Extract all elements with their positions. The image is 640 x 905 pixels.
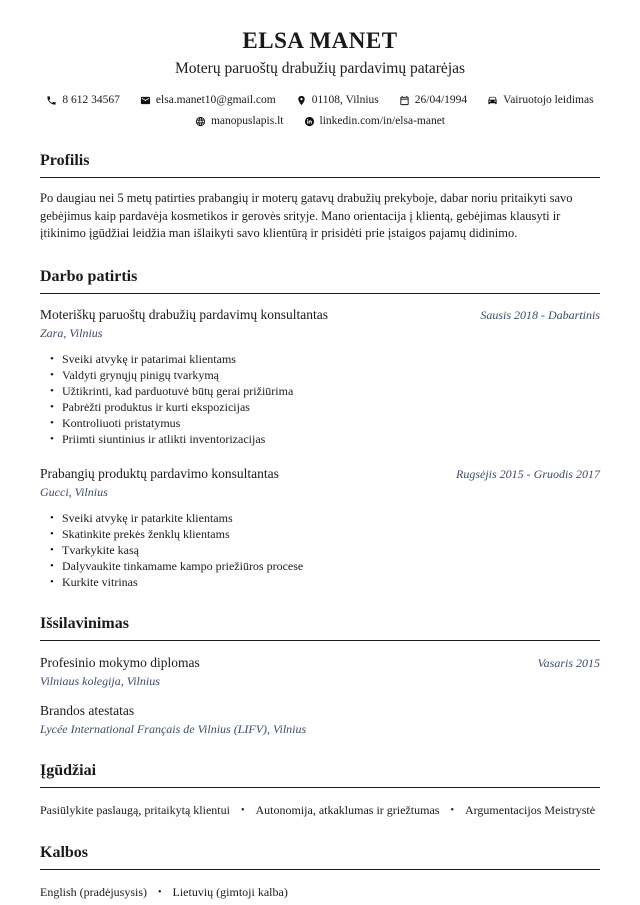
contact-row-1 — [40, 94, 600, 106]
skill-item: Argumentacijos Meistrystė — [464, 802, 596, 817]
car-icon — [487, 95, 498, 106]
education-title: Profesinio mokymo diplomas — [40, 654, 200, 670]
section-experience — [40, 267, 600, 590]
job-title: Moteriškų paruoštų drabužių pardavimų konsultantas — [40, 306, 328, 322]
section-profile — [40, 151, 600, 243]
website-icon — [195, 116, 206, 127]
job-bullets — [40, 351, 600, 447]
language-item: English (pradėjusysis) — [40, 884, 147, 899]
job-bullet: • Sveiki atvykę ir patarkite klientams — [50, 510, 600, 526]
job-company: Gucci, Vilnius — [40, 484, 108, 499]
job-bullet: • Tvarkykite kasą — [50, 542, 600, 558]
section-skills — [40, 761, 600, 819]
contact-birthdate-text: 26/04/1994 — [414, 94, 468, 106]
job-bullet: • Priimti siuntinius ir atlikti inventorizacijas — [50, 431, 600, 447]
birthday-icon — [399, 95, 410, 106]
contact-location — [296, 94, 379, 106]
job-company: Zara, Vilnius — [40, 325, 103, 340]
skill-item: Autonomija, atkaklumas ir griežtumas — [255, 802, 440, 817]
section-languages — [40, 843, 600, 901]
job-bullet: • Pabrėžti produktus ir kurti ekspozicijas — [50, 399, 600, 415]
bullet-separator: • — [158, 886, 162, 898]
job-bullet: • Kontroliuoti pristatymus — [50, 415, 600, 431]
job-bullet: • Valdyti grynųjų pinigų tvarkymą — [50, 367, 600, 383]
job-bullet: • Užtikrinti, kad parduotuvė būtų gerai prižiūrima — [50, 383, 600, 399]
skills-list — [40, 802, 600, 819]
profile-text: Po daugiau nei 5 metų patirties prabangių ir moterų gatavų drabužių prekyboje, dabar noriu pritaikyti savo gebėjimus kaip pardavėja kosmetikos ir gerovės srityje. Mano orientacija į klientą, gebėjimas klausyti ir įtikinimo įgūdžiai leidžia man išlaikyti savo klientūrą ir prisidėti prie įstaigos pajamų didinimo. — [40, 191, 573, 240]
job-dates: Rugsėjis 2015 - Gruodis 2017 — [456, 466, 600, 481]
contact-website-text: manopuslapis.lt — [210, 115, 284, 127]
contact-location-text: 01108, Vilnius — [311, 94, 379, 106]
contact-website — [195, 115, 284, 127]
skills-heading: Įgūdžiai — [40, 761, 600, 788]
experience-heading: Darbo patirtis — [40, 267, 600, 294]
education-dates: Vasaris 2015 — [537, 655, 600, 670]
job-dates: Sausis 2018 - Dabartinis — [480, 307, 600, 322]
bullet-separator: • — [240, 804, 245, 816]
job-entry-head — [40, 466, 600, 482]
education-entry-head — [40, 703, 600, 719]
resume-header — [40, 28, 600, 127]
contact-driver-license — [487, 94, 593, 106]
job-bullet: • Skatinkite prekės ženklų klientams — [50, 526, 600, 542]
education-entry — [40, 655, 600, 689]
job-bullet: • Sveiki atvykę ir patarimai klientams — [50, 351, 600, 367]
contact-email — [140, 94, 276, 106]
education-heading: Išsilavinimas — [40, 614, 600, 641]
contact-linkedin-text: linkedin.com/in/elsa-manet — [319, 115, 446, 127]
job-entry-head — [40, 307, 600, 323]
contact-phone-text: 8 612 34567 — [62, 94, 120, 106]
phone-icon — [46, 95, 57, 106]
contact-driver-license-text: Vairuotojo leidimas — [503, 94, 594, 106]
language-item: Lietuvių (gimtoji kalba) — [172, 884, 288, 899]
location-icon — [296, 95, 307, 106]
candidate-name: ELSA MANET — [242, 28, 398, 53]
job-bullets — [40, 510, 600, 590]
bullet-separator: • — [450, 804, 454, 816]
education-entry-head — [40, 655, 600, 671]
profile-heading: Profilis — [40, 151, 600, 178]
education-entry — [40, 703, 600, 737]
job-title: Prabangių produktų pardavimo konsultantas — [40, 465, 279, 481]
skill-item: Pasiūlykite paslaugą, pritaikytą klientui — [40, 802, 230, 817]
education-school: Lycée International Français de Vilnius (LIFV), Vilnius — [40, 721, 307, 736]
job-bullet: • Kurkite vitrinas — [50, 574, 600, 590]
contact-phone — [46, 94, 120, 106]
contact-row-2 — [40, 115, 600, 127]
candidate-job-title: Moterų paruoštų drabužių pardavimų patarėjas — [174, 60, 466, 77]
contact-linkedin — [304, 115, 446, 127]
email-icon — [140, 95, 151, 106]
job-bullet: • Dalyvaukite tinkamame kampo priežiūros procese — [50, 558, 600, 574]
languages-list — [40, 884, 600, 901]
education-title: Brandos atestatas — [40, 702, 135, 718]
education-school: Vilniaus kolegija, Vilnius — [40, 673, 160, 688]
contact-email-text: elsa.manet10@gmail.com — [155, 94, 276, 106]
linkedin-icon — [304, 116, 315, 127]
job-entry — [40, 307, 600, 447]
job-entry — [40, 466, 600, 590]
contact-birthdate — [399, 94, 467, 106]
section-education — [40, 614, 600, 737]
languages-heading: Kalbos — [40, 843, 600, 870]
